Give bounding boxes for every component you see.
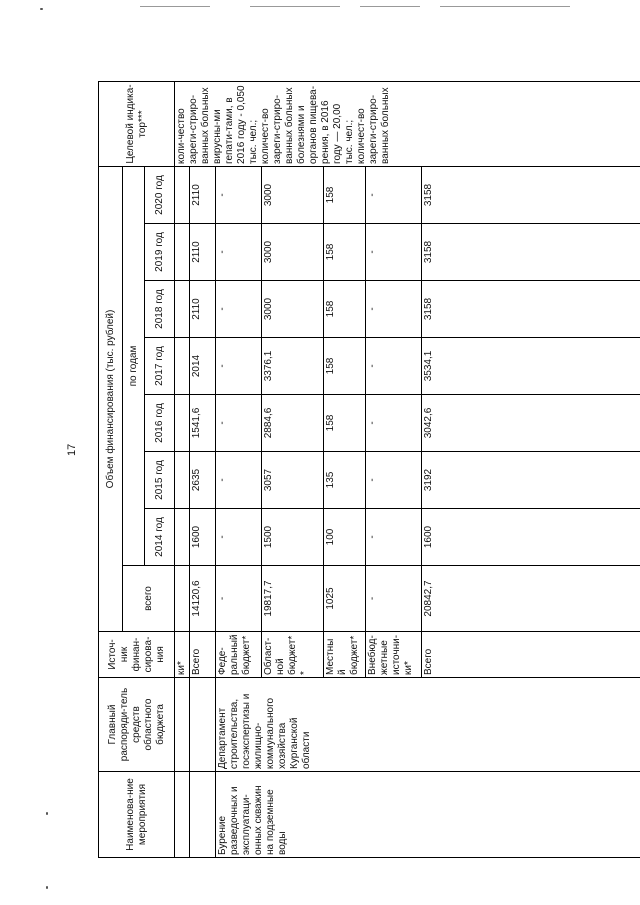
year-value: 3057 (262, 452, 324, 509)
carry-cell (175, 281, 190, 338)
total-value: - (216, 566, 262, 632)
year-value: 2014 (190, 338, 216, 395)
year-value: 158 (324, 224, 366, 281)
year-value: - (216, 281, 262, 338)
source-cell: Местный бюджет* (324, 632, 366, 678)
header-financing: Объем финансирования (тыс. рублей) (99, 166, 123, 631)
total-value: 14120,6 (190, 566, 216, 632)
year-value: 158 (324, 281, 366, 338)
year-value: 3000 (262, 166, 324, 223)
year-value: - (216, 224, 262, 281)
carry-cell (175, 395, 190, 452)
total-value: 19817,7 (262, 566, 324, 632)
financing-table (98, 81, 640, 858)
scan-dot (46, 886, 48, 889)
year-value: - (216, 338, 262, 395)
year-value: - (366, 166, 422, 223)
year-value: 3158 (422, 166, 640, 223)
header-total: всего (123, 566, 175, 632)
year-value: 2110 (190, 224, 216, 281)
carry-cell (175, 772, 190, 858)
year-value: - (366, 395, 422, 452)
manager-cell-empty (190, 678, 216, 772)
year-value: - (366, 509, 422, 566)
header-year: 2016 год (145, 395, 175, 452)
year-value: 3000 (262, 224, 324, 281)
header-year: 2017 год (145, 338, 175, 395)
total-value: 20842,7 (422, 566, 640, 632)
source-cell: Феде-ральный бюджет* (216, 632, 262, 678)
budget-manager: Департамент строительства, госэкспертизы и жилищно-коммунального хозяйства Курганской области (216, 678, 640, 772)
scan-line (250, 6, 340, 7)
year-value: 158 (324, 395, 366, 452)
year-value: 1600 (422, 509, 640, 566)
header-manager: Главный распоряди-тель средств областного бюджета (99, 678, 175, 772)
year-value: 2635 (190, 452, 216, 509)
header-year: 2014 год (145, 509, 175, 566)
year-value: - (366, 281, 422, 338)
header-source: Источ-ник финан-сирова-ния (99, 632, 175, 678)
year-value: - (366, 338, 422, 395)
carry-cell (175, 166, 190, 223)
year-value: 3158 (422, 224, 640, 281)
year-value: 3376,1 (262, 338, 324, 395)
year-value: 2110 (190, 281, 216, 338)
scan-line (140, 6, 210, 7)
year-value: 3534,1 (422, 338, 640, 395)
source-cell: Всего (190, 632, 216, 678)
carry-source: ки* (175, 632, 190, 678)
year-value: - (216, 395, 262, 452)
measure-cell-empty (190, 772, 216, 858)
header-year: 2020 год (145, 166, 175, 223)
total-value: - (366, 566, 422, 632)
year-value: 3192 (422, 452, 640, 509)
year-value: 3158 (422, 281, 640, 338)
year-value: 2884,6 (262, 395, 324, 452)
year-value: 1541,6 (190, 395, 216, 452)
carry-cell (175, 566, 190, 632)
source-cell: Внебюд-жетные источни-ки* (366, 632, 422, 678)
carry-cell (175, 452, 190, 509)
year-value: 158 (324, 166, 366, 223)
carry-cell (175, 509, 190, 566)
indicator-text: коли-чество зареги-стриро-ванных больных вирусны-ми гепати-тами, в 2016 году - 0,050 тыс. чел.; количест-во зареги-стриро-ванных больных болезнями и органов пищева-рения, в 2016 году — 20,00 тыс. чел.; количест-во зареги-стриро-ванных больных (175, 81, 640, 166)
source-cell: Всего (422, 632, 640, 678)
year-value: - (216, 509, 262, 566)
year-value: - (366, 224, 422, 281)
header-indicator: Целевой индика-тор*** (99, 81, 175, 166)
year-value: 100 (324, 509, 366, 566)
carry-cell (175, 338, 190, 395)
year-value: 2110 (190, 166, 216, 223)
source-cell: Област-ной бюджет** (262, 632, 324, 678)
header-year: 2015 год (145, 452, 175, 509)
year-value: 3000 (262, 281, 324, 338)
header-measure: Наименова-ние мероприятия (99, 772, 175, 858)
scan-line (440, 6, 570, 7)
page-number: 17 (66, 443, 78, 456)
year-value: - (366, 452, 422, 509)
scan-dot (46, 812, 48, 815)
year-value: 3042,6 (422, 395, 640, 452)
header-year: 2018 год (145, 281, 175, 338)
year-value: - (216, 166, 262, 223)
header-by-years: по годам (123, 166, 145, 565)
year-value: 1500 (262, 509, 324, 566)
rotated-page (98, 82, 634, 858)
carry-cell (175, 224, 190, 281)
scan-dot (40, 8, 43, 10)
year-value: 158 (324, 338, 366, 395)
total-value: 1025 (324, 566, 366, 632)
measure-name: Бурение разведочных и эксплуатаци-онных скважин на подземные воды (216, 772, 640, 858)
year-value: 135 (324, 452, 366, 509)
scan-line (360, 6, 420, 7)
year-value: - (216, 452, 262, 509)
year-value: 1600 (190, 509, 216, 566)
header-year: 2019 год (145, 224, 175, 281)
carry-cell (175, 678, 190, 772)
